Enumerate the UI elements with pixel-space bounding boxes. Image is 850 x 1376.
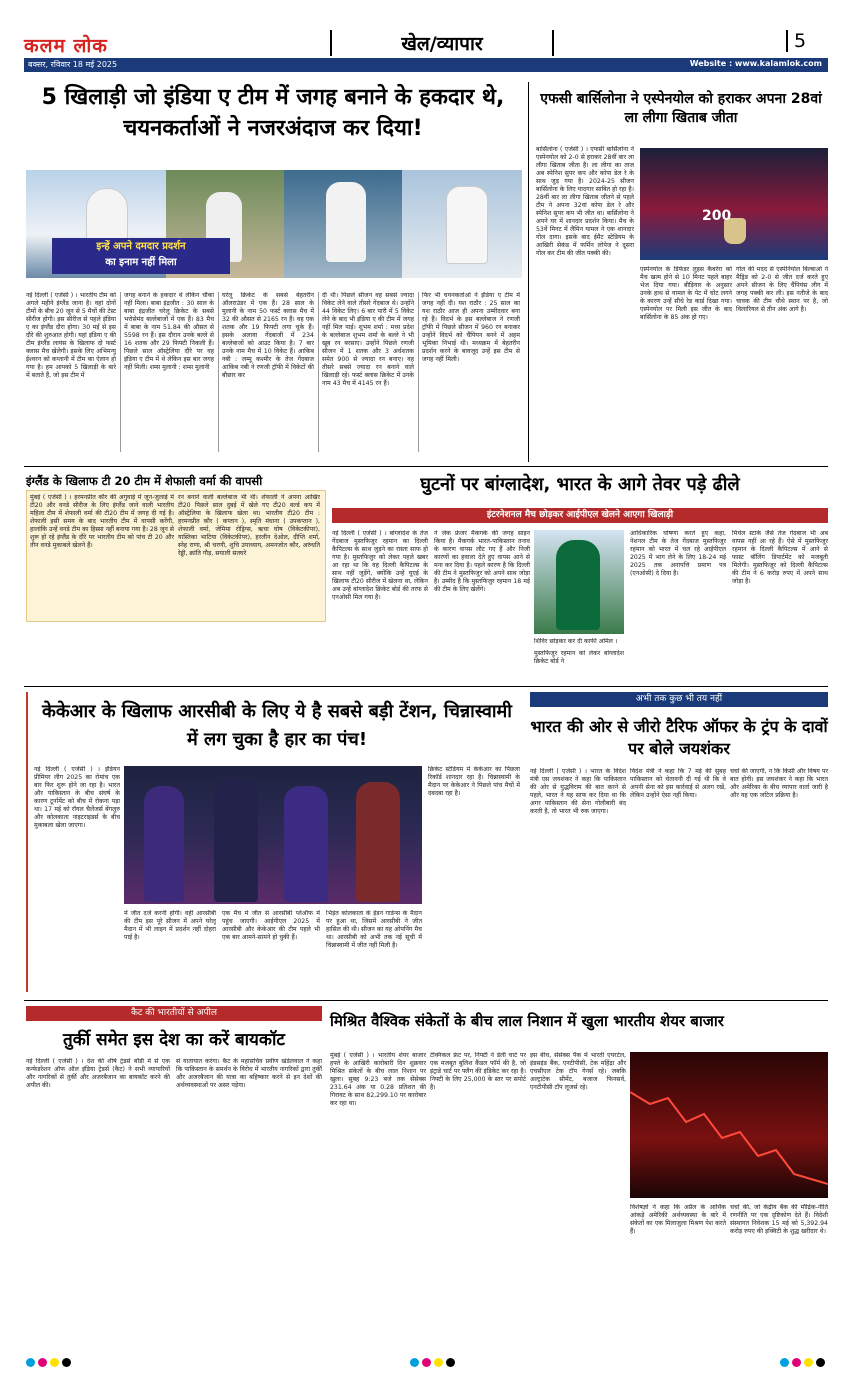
story6-headline: भारत की ओर से जीरो टैरिफ ऑफर के ट्रंप के दावों पर बोले जयशंकर <box>530 717 828 758</box>
story2-col-left: बार्सिलोना ( एजेंसी ) । एफसी बार्सिलोना ने एस्पेनयोल को 2-0 से हराकर 28वीं बार ला लीगा खिताब जीता है। ला लीगा का ताज अब स्पेनिश सुपर कप और कोपा डेल रे के साथ जुड़ गया है। 2024-25 सीजन बार्सिलोना के लिए यादगार साबित हो रहा है। 28वीं बार ला लीगा खिताब जीतने से पहले टीम ने अपना 32वां कोपा डेल रे और स्पेनिश सुपर कप भी जीत था। बार्सिलोना ने अपने घर में शानदार प्रदर्शन किया। मैच के 53वें मिनट में लैमिन यामल ने एक शानदार गोल दागा। इसके बाद ईमैट स्टेडियम के आखिरी सेकंड में फर्मिन लोपेज ने दूसरा गोल कर टीम की जीत पक्की की। <box>536 146 634 257</box>
story2-photo <box>640 148 828 260</box>
story3-headline: इंग्लैंड के खिलाफ टी 20 टीम में शेफाली वर्मा की वापसी <box>26 474 263 488</box>
story2-headline: एफसी बार्सिलोना ने एस्पेनयोल को हराकर अपना 28वां ला लीगा खिताब जीता <box>540 91 822 126</box>
col-rule <box>418 292 419 452</box>
story4-headline: घुटनों पर बांग्लादेश, भारत के आगे तेवर पड़े ढीले <box>420 474 740 495</box>
story5-col-1: नई दिल्ली ( एजेंसी ) । इंडियन प्रीमियर लीग 2025 का रोमांच एक बार फिर शुरू होने जा रहा है। भारत और पाकिस्तान के बीच संघर्ष के कारण टूर्नामेंट को बीच में रोकना पड़ा था। 17 मई को रॉयल चैलेंजर्स बेंगलुरु और कोलकाता नाइटराइडर्स के बीच मुकाबला खेला जाएगा। <box>34 766 120 829</box>
masthead-logo: कलम लोक <box>24 35 108 57</box>
story6-col-1: नई दिल्ली ( एजेंसी ) । भारत के विदेश मंत्री एस जयशंकर ने कहा कि पाकिस्तान की ओर से युद्धविराम की बात करने से पहले, भारत ने यह साफ कर दिया था कि अगर पाकिस्तान की सेना गोलीबारी बंद करती है, तो भारत भी रुक जाएगा। <box>530 768 626 815</box>
story6-kicker: अभी तक कुछ भी तय नहीं <box>530 692 828 707</box>
story6-col-2: विदेश मंत्री ने कहा कि 7 मई की सुबह पाकिस्तान को चेतावनी दी गई थी कि वे अपनी सेना को इस कार्रवाई से अलग रखें, लेकिन उन्होंने ऐसा नहीं किया। <box>630 768 726 799</box>
story7-kicker: कैट की भारतीयों से अपील <box>26 1006 322 1021</box>
story1-col-5: फिर भी चयनकर्ताओं ने इंडिया ए टीम में जगह नहीं दी। यश राठौर : 25 साल का यश राठौर आज ही अपना उम्मीदवार बना रहे हैं। विदर्भ के इस बल्लेबाज ने रणजी ट्रॉफी में पिछले सीजन में 960 रन बनाकर उन्होंने विदर्भ को चैंपियन बनने में अहम भूमिका निभाई थी। मध्यक्रम में बेहतरीन प्रदर्शन करने के बावजूद उन्हें इस टीम से जगह नहीं मिली। <box>422 292 520 363</box>
story5-col-3: एक मैच में जीत से आरसीबी प्लेऑफ में पहुंच जाएगी। आईपीएल 2025 में आरसीबी और केकेआर की टीम पहले भी एक बार आमने-सामने हो चुकी हैं। <box>222 910 320 941</box>
story1-col-1: नई दिल्ली ( एजेंसी ) । भारतीय टीम को अगले महीने इंग्लैंड जाना है। वहां दोनों टीमों के बीच 20 जून से 5 मैचों की टेस्ट सीरीज होगी। इस सीरीज से पहले इंडिया ए का इंग्लैंड दौरा होगा। 30 मई से इस दौरे की शुरुआत होगी। यहां इंडिया ए की टीम इंग्लैंड लायंस के खिलाफ दो फर्स्ट क्लास मैच खेलेगी। इसके लिए अभिमन्यु ईश्वरन को कप्तानी में टीम का ऐलान हो गया है। हम आपको 5 खिलाड़ी के बारे में बताते हैं, जो इस टीम में <box>26 292 116 379</box>
player-figure <box>144 786 184 902</box>
story2-col-right: गोल की मदद से एस्पेनियोल बिल्बाओ ने मैड्रिड को 2-0 से जीत दर्ज करते हुए अपने सीजन के लिए चैंपियंस लीग में जगह पक्की कर ली। इस नतीजे के बाद चावक की टीम चौथे स्थान पर है, जो विलारियल से तीन अंक आगे है। <box>736 266 828 313</box>
banner-200-icon: 200 <box>702 208 732 224</box>
story8-col-1: मुंबई ( एजेंसी ) । भारतीय शेयर बाजार हफ्ते के आखिरी कारोबारी दिन शुक्रवार मिश्रित संकेतों के बीच लाल निशान पर खुला। सुबह 9:23 बजे तक सेंसेक्स 231.64 अंक या 0.28 प्रतिशत की गिरावट के साथ 82,299.10 पर कारोबार कर रहा था। <box>330 1052 426 1107</box>
story5-col-5: क्रिकेट स्टेडियम में केकेआर का पिछला रिकॉर्ड शानदार रहा है। चिन्नास्वामी के मैदान पर केकेआर ने पिछले पांच मैचों में दबदबा रहा है। <box>428 766 520 797</box>
photo-caption-box <box>52 238 230 274</box>
story1-col-4: दी थी। पिछले सीजन वह सबसे ज्यादा विकेट लेने वाले तीसरे गेंदबाज थे। उन्होंने 44 विकेट लिए। 6 बार पारी में 5 विकेट लेने के बाद भी इंडिया ए की टीम में जगह नहीं मिल पाई। शुभम शर्मा : मध्य प्रदेश के बल्लेबाज शुभम शर्मा के बल्ले ने भी खूब रन बरसाए। उन्होंने पिछले रणजी सीजन में 1 शतक और 3 अर्धशतक समेत 900 से ज्यादा रन बनाए। वह तीसरे सबसे ज्यादा रन बनाने वाले खिलाड़ी रहे। फर्स्ट क्लास क्रिकेट में उनके नाम 43 मैच में 4145 रन हैं। <box>322 292 414 387</box>
story5-col-2: में जीत दर्ज करनी होगी। वहीं आरसीबी की टीम इस पूरे सीजन में अपने घरेलू मैदान में भी लाइन में प्रदर्शन नहीं दोहरा पाई है। <box>124 910 216 941</box>
cmyk-marks-mid <box>410 1358 455 1367</box>
col-rule <box>318 292 319 452</box>
photo-player-4-figure <box>446 186 488 264</box>
story4-col-1: नई दिल्ली ( एजेंसी ) । बांग्लादेश के तेज गेंदबाज मुस्तफिजुर रहमान का दिल्ली कैपिटल्स के साथ जुड़ने का रास्ता साफ हो गया है। मुस्तफिजुर को लेकर पहले खबर आ रहा था कि वह दिल्ली कैपिटल्स के साथ नहीं जुड़ेंगे, क्योंकि उन्हें यूएई के खिलाफ टी20 सीरीज में खेलना था, लेकिन अब उन्हें बांग्लादेश क्रिकेट बोर्ड की तरफ से एनओसी मिल गया है। <box>332 530 428 601</box>
story8-col-4: विशेषज्ञों ने कहा कि अप्रैल के आर्थिक आंकड़े अमेरिकी अर्थव्यवस्था के बारे में संकेतों का एक मिलाजुला मिश्रण पेश करते हैं। <box>630 1204 726 1235</box>
photo-player-3-figure <box>326 182 366 262</box>
player-figure <box>214 778 258 902</box>
story5-col-4: भिड़ंत कोलकाता के ईडन गार्डन्स के मैदान पर हुआ था, जिसमें आरसीबी ने जीत हासिल की थी। सीजन का यह ओपनिंग मैच था। आरसीबी को अभी तक नई सूची में चिन्नास्वामी में जीत नहीं मिली है। <box>326 910 422 949</box>
section-rule <box>24 466 828 467</box>
story8-col-5: चर्चा की, जो केंद्रीय बैंक की मौद्रिक-नीति रणनीति पर एक दृष्टिकोण देते हैं। विदेशी संस्थागत निवेशक 15 मई को 5,392.94 करोड़ रुपए की इक्विटी के शुद्ध खरीदार थे। <box>730 1204 828 1235</box>
story4-col-2: ने जेक फ्रेजर मैकगर्क की जगह साइन किया है। मैकगर्क भारत-पाकिस्तान तनाव के कारण वापस लौट गए हैं और निजी कारणों का हवाला देते हुए वापस आने से मना कर दिया है। पहले कारण है कि दिल्ली की टीम ने मुस्तफिजुर को अपने साथ जोड़ा है। उम्मीद है कि मुस्तफिजुर रहमान 18 मई की टीम के लिए खेलेंगे। <box>434 530 530 593</box>
story7-headline: तुर्की समेत इस देश का करें बायकॉट <box>63 1030 285 1050</box>
col-rule <box>120 292 121 452</box>
cmyk-marks-right <box>780 1358 825 1367</box>
col-rule <box>218 292 219 452</box>
story8-col-2: टेक्निकल फ्रंट पर, निफ्टी ने डेली चार्ट पर एक मजबूत बुलिश कैंडल फॉर्म की है, जो इंट्राडे चार्ट पर फ्लैग की इंडिकेट कर रहा है। निफ्टी के लिए 25,000 के स्तर पर सपोर्ट है। <box>430 1052 526 1091</box>
story1-col-2: जगह बनाने के हकदार थे लेकिन चौका नहीं मिला। बाबा इंद्रजीत : 30 साल के बाबा इंद्रजीत घरेलू क्रिकेट के सबसे भरोसेमंद बल्लेबाजों में एक हैं। 83 मैच में बाबा के नाम 51.84 की औसत से 5598 रन हैं। इस दौरान उनके बल्ले से 16 शतक और 29 फिफ्टी निकली हैं। पिछले साल ऑस्ट्रेलिया दौरे पर वह इंडिया ए टीम में थे लेकिन इस बार जगह नहीं मिली। शम्स मुलानी : शम्स मुलानी <box>124 292 214 371</box>
story2-photo-caption: एस्पेनयोल के डिफेंडर लुइस कैबरेरा को मैच खत्म होने से 10 मिनट पहले बाहर भेज दिया गया। बीड़ियार के अनुसार उनके हाथ से यामल के पेट में चोट लगने के कारण उन्हें सीधे रेड कार्ड दिखा गया। एस्पेनयोल पर मिली इस जीत के बाद बार्सिलोना के 85 अंक हो गए। <box>640 266 732 321</box>
section-rule <box>24 1000 828 1001</box>
masthead-section: खेल/व्यापार <box>330 30 554 56</box>
story4-photo-caption: शिविर छोड़कर कर दी काफी अमिल । <box>534 638 618 645</box>
masthead-bar <box>24 58 828 72</box>
story4-col-3: आधिकारिक घोषणा करते हुए कहा, नेशनल टीम के तेज गेंदबाज मुस्तफिजुर रहमान को भारत में चल रहे आईपीएल 2025 में भाग लेने के लिए 18-24 मई 2025 तक अनापत्ति प्रमाण पत्र (एनओसी) दे दिया है। <box>630 530 726 577</box>
story8-headline: मिश्रित वैश्विक संकेतों के बीच लाल निशान में खुला भारतीय शेयर बाजार <box>330 1012 724 1030</box>
website: Website : www.kalamlok.com <box>689 59 822 68</box>
story7-col-2: से यातायात करेगा। कैट के महासचिव प्रवीण खंडेलवाल ने कहा कि पाकिस्तान के समर्थन के विरोध में भारतीय नागरिकों द्वारा तुर्की और अजरबैजान की यात्रा का बहिष्कार करने से इन देशों की अर्थव्यवस्थाओं पर असर पड़ेगा। <box>176 1058 322 1089</box>
stock-chart-icon <box>630 1052 828 1198</box>
story1-headline: 5 खिलाड़ी जो इंडिया ए टीम में जगह बनाने के हकदार थे, चयनकर्ताओं ने नजरअंदाज कर दिया! <box>41 85 505 141</box>
story3-col-1: मुंबई ( एजेंसी ) । हरमनप्रीत कौर की अगुवाई में जून-जुलाई में टी20 और वनडे सीरीज के लिए इंग्लैंड जाने वाली भारतीय महिला टीम में शेफाली वर्मा की टी20 टीम में जगह दी गई है। शेफाली इसी समय के बाद भारतीय टीम में वापसी करेंगी, हालांकि उन्हें वनडे टीम का हिस्सा नहीं बनाया गया है। 28 जून से शुरू हो रहे इंग्लैंड के दौरे पर भारतीय टीम को पांच टी 20 और तीन वनडे मुकाबले खेलने हैं। <box>30 494 174 549</box>
player-figure <box>356 782 400 902</box>
photo-caption-line2: का इनाम नहीं मिला <box>105 257 177 268</box>
story4-photo <box>534 530 624 634</box>
story3-col-2: रन बनाने वाली बल्लेबाज भी थीं। शेफाली ने अपना आखिर टी20 पिछले साल दुबई में खेले गए टी20 वर्ल्ड कप में ऑस्ट्रेलिया के खिलाफ खेला था। भारतीय टी20 टीम : हरमनप्रीत कौर ( कप्तान ), स्मृति मंधाना ( उपकप्तान ), शेफाली वर्मा, जेमिमा रोड्रिग्स, ऋचा घोष (विकेटकीपर), यास्तिका भाटिया (विकेटकीपर), हरलीन देओल, दीप्ति शर्मा, स्नेह राणा, श्री चरणी, शुचि उपाध्याय, अमनजोत कौर, अरुंधति रेड्डी, क्रांति गौड़, सयाली सतघरे <box>178 494 320 557</box>
story4-photo-caption-2: मुस्तफिजुर रहमान को लेकर बांग्लादेश क्रिकेट बोर्ड ने <box>534 650 624 665</box>
story6-col-3: चर्चा की जाएगी, न कि किसी और विषय पर बात होगी। इस जयशंकर ने कहा कि भारत और अमेरिका के बीच व्यापार वार्ता जारी है और यह एक जटिल प्रक्रिया है। <box>730 768 828 799</box>
dateline: बक्सर, रविवार 18 मई 2025 <box>28 60 118 69</box>
story4-banner: इंटरनेशनल मैच छोड़कर आईपीएल खेलने आएगा खिलाड़ी <box>332 508 828 523</box>
player-figure <box>284 786 328 902</box>
photo-caption-line1: इन्हें अपने दमदार प्रदर्शन <box>96 241 186 252</box>
player-figure <box>556 540 600 630</box>
story5-headline: केकेआर के खिलाफ आरसीबी के लिए ये है सबसे बड़ी टेंशन, चिन्नास्वामी में लग चुका है हार का पंच! <box>42 701 512 750</box>
story2-divider <box>528 82 529 462</box>
page-number: 5 <box>786 30 806 52</box>
story8-photo <box>630 1052 828 1198</box>
story7-col-1: नई दिल्ली ( एजेंसी ) । देश की शीर्ष ट्रेडर्स बॉडी में से एक कन्फेडरेशन ऑफ ऑल इंडिया ट्रेडर्स (कैट) ने सभी व्यापारियों और नागरिकों से तुर्की और अजरबैजान का बायकॉट करने की अपील की। <box>26 1058 170 1089</box>
story4-col-4: मिचेल स्टार्क जैसे तेज गेंदबाज भी अब वापस नहीं आ रहे हैं। ऐसे में मुस्तफिजुर रहमान के दिल्ली कैपिटल्स में आने से फास्ट बॉलिंग डिपार्टमेंट को मजबूती मिलेगी। मुस्तफिजुर को दिल्ली कैपिटल्स की टीम ने 6 करोड़ रुपए में अपने साथ जोड़ा है। <box>732 530 828 585</box>
story5-photo <box>124 766 422 904</box>
section-rule <box>24 686 828 687</box>
story8-col-3: इस बीच, सेंसेक्स पैक में भारती एयरटेल, इंडसइंड बैंक, एनटीपीसी, टेक महिंद्रा और एचसीएल टेक टॉप गेनर्स रहे। जबकि अल्ट्राटेक सीमेंट, बजाज फिनसर्व, एनटीपीसी टॉप लूजर्स रहे। <box>530 1052 626 1091</box>
cmyk-marks-left <box>26 1358 71 1367</box>
story1-col-3: घरेलू क्रिकेट के सबसे बेहतरीन ऑलराउंडर में एक हैं। 28 साल के मुलानी के नाम 50 फर्स्ट क्लास मैच में 32 की औसत से 2165 रन हैं। वह एक शतक और 19 फिफ्टी लगा चुके हैं। इसके अलावा गेंदबाजी में 234 बल्लेबाजों को आउट किया है। 7 बार उनके नाम मैच में 10 विकेट हैं। आकिब नबी : जम्मू कश्मीर के तेज गेंदबाज आकिब नबी ने रणजी ट्रॉफी में विकेटों की बौछार कर <box>222 292 314 379</box>
story1-photo-strip <box>26 170 522 278</box>
